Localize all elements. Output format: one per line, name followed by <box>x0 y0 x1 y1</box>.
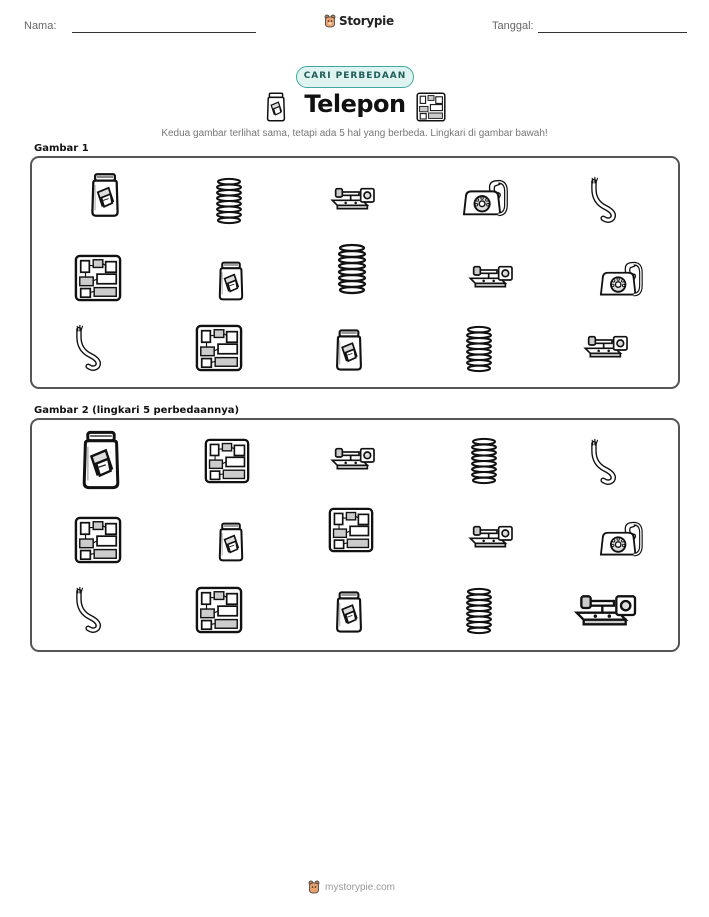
circuit-board-icon[interactable] <box>204 438 250 484</box>
telegraph-key-icon[interactable] <box>329 440 379 474</box>
cable-icon[interactable] <box>585 438 625 484</box>
picture-1-panel <box>30 156 680 389</box>
jar-icon <box>264 92 288 122</box>
jar-icon[interactable] <box>215 518 247 566</box>
picture-2-panel[interactable] <box>30 418 680 652</box>
bear-logo-icon <box>308 880 320 894</box>
telegraph-key-icon <box>329 180 379 214</box>
telegraph-key-icon[interactable] <box>467 518 517 552</box>
logo-text: Storypie <box>339 14 394 28</box>
circuit-board-icon <box>416 92 446 122</box>
spring-icon <box>335 244 369 294</box>
page-title: Telepon <box>304 90 406 118</box>
jar-icon[interactable] <box>332 588 366 636</box>
telegraph-key-icon <box>467 258 517 292</box>
spring-icon <box>462 326 496 372</box>
rotary-phone-icon[interactable] <box>597 520 643 560</box>
spring-icon[interactable] <box>467 438 501 484</box>
rotary-phone-icon <box>459 178 509 220</box>
circuit-board-icon <box>195 324 243 372</box>
section-1-label: Gambar 1 <box>34 143 89 154</box>
storypie-logo <box>324 14 394 28</box>
cable-icon <box>585 176 625 222</box>
jar-icon <box>332 326 366 374</box>
circuit-board-icon[interactable] <box>328 506 374 554</box>
circuit-board-icon <box>74 254 122 302</box>
date-field-line[interactable] <box>538 32 687 33</box>
footer-site-link[interactable]: mystorypie.com <box>325 881 396 893</box>
telegraph-key-icon[interactable] <box>572 584 642 632</box>
cable-icon[interactable] <box>70 586 110 632</box>
jar-icon <box>215 256 247 306</box>
circuit-board-icon[interactable] <box>195 586 243 634</box>
spring-icon <box>212 178 246 224</box>
jar-icon <box>87 170 123 220</box>
circuit-board-icon[interactable] <box>74 516 122 564</box>
footer <box>308 880 395 894</box>
instructions-text: Kedua gambar terlihat sama, tetapi ada 5 hal yang berbeda. Lingkari di gambar bawah! <box>161 128 548 139</box>
name-field-line[interactable] <box>72 32 256 33</box>
bear-logo-icon <box>324 14 336 28</box>
section-2-label: Gambar 2 (lingkari 5 perbedaannya) <box>34 405 240 416</box>
cable-icon <box>70 324 110 370</box>
rotary-phone-icon <box>597 260 643 300</box>
telegraph-key-icon <box>582 328 632 362</box>
name-label: Nama: <box>24 20 57 32</box>
activity-badge: CARI PERBEDAAN <box>296 66 414 88</box>
spring-icon[interactable] <box>462 588 496 634</box>
jar-icon[interactable] <box>77 428 125 492</box>
date-label: Tanggal: <box>492 20 534 32</box>
